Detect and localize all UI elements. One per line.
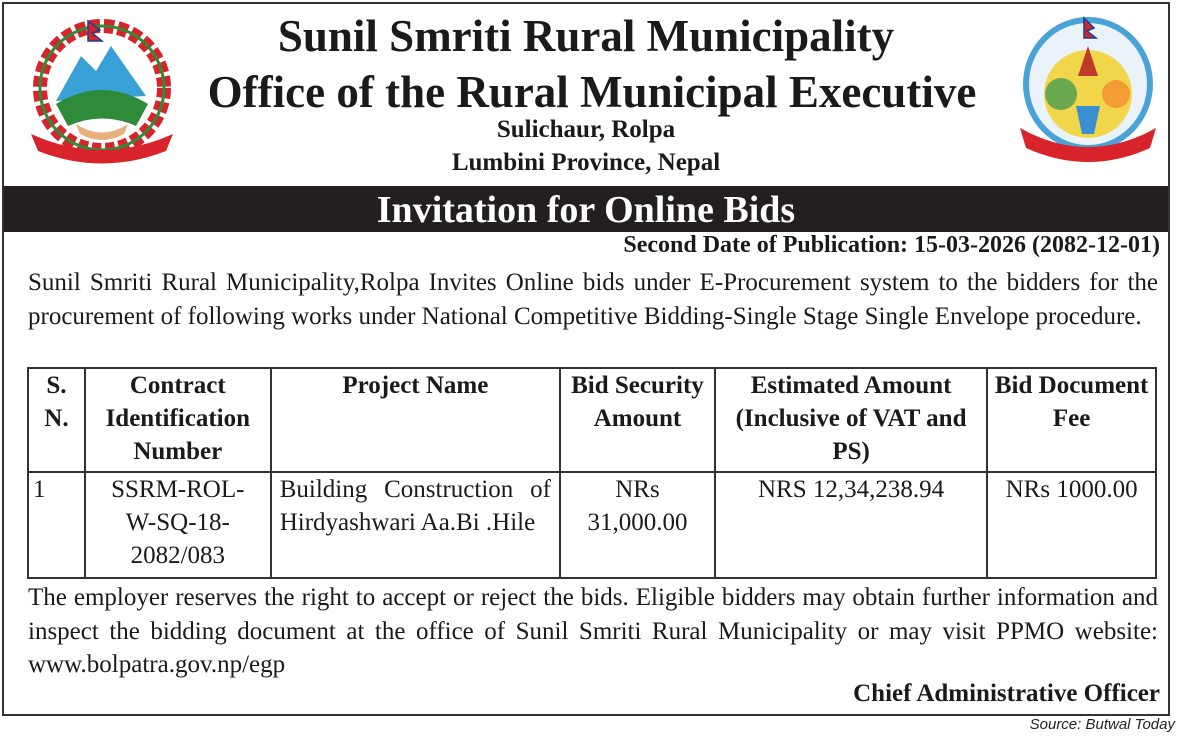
municipality-logo [1016,16,1160,166]
header-sn: S. N. [28,368,85,472]
header-contract-id: Contract Identification Number [85,368,271,472]
closing-paragraph: The employer reserves the right to accept or reject the bids. Eligible bidders may obtain further information and inspect the bidding document at the office of Sunil Smriti Rural Municipality or may visit PPMO website: www.bolpatra.gov.np/egp [28,584,1158,678]
header-bid-security: Bid Security Amount [560,368,715,472]
address-line-1: Sulichaur, Rolpa [496,116,676,143]
header-project-name: Project Name [271,368,560,472]
cell-project-name: Building Construction of Hirdyashwari Aa.Bi .Hile [271,472,560,578]
office-title: Office of the Rural Municipal Executive [207,67,977,117]
cell-sn: 1 [28,472,85,578]
municipality-title: Sunil Smriti Rural Municipality [277,11,895,61]
publication-date: Second Date of Publication: 15-03-2026 (2082-12-01) [623,232,1160,258]
source-credit: Source: Butwal Today [1029,716,1175,733]
cell-bid-security: NRs 31,000.00 [560,472,715,578]
header-estimated-amount: Estimated Amount (Inclusive of VAT and PS) [715,368,987,472]
bids-table [27,367,1157,579]
address-line-2: Lumbini Province, Nepal [451,149,721,176]
cell-contract-id: SSRM-ROL-W-SQ-18-2082/083 [85,472,271,578]
intro-paragraph: Sunil Smriti Rural Municipality,Rolpa Invites Online bids under E-Procurement system to the bidders for the procurement of following works under National Competitive Bidding-Single Stage Single Envelope procedure. [28,269,1158,330]
cell-document-fee: NRs 1000.00 [987,472,1156,578]
signatory: Chief Administrative Officer [853,680,1160,707]
notice-frame [2,2,1170,716]
cell-estimated-amount: NRS 12,34,238.94 [715,472,987,578]
table-row [28,472,1156,578]
table-header-row [28,368,1156,472]
notice-header [4,4,1168,186]
header-document-fee: Bid Document Fee [987,368,1156,472]
notice-title-bar: Invitation for Online Bids [4,186,1168,232]
